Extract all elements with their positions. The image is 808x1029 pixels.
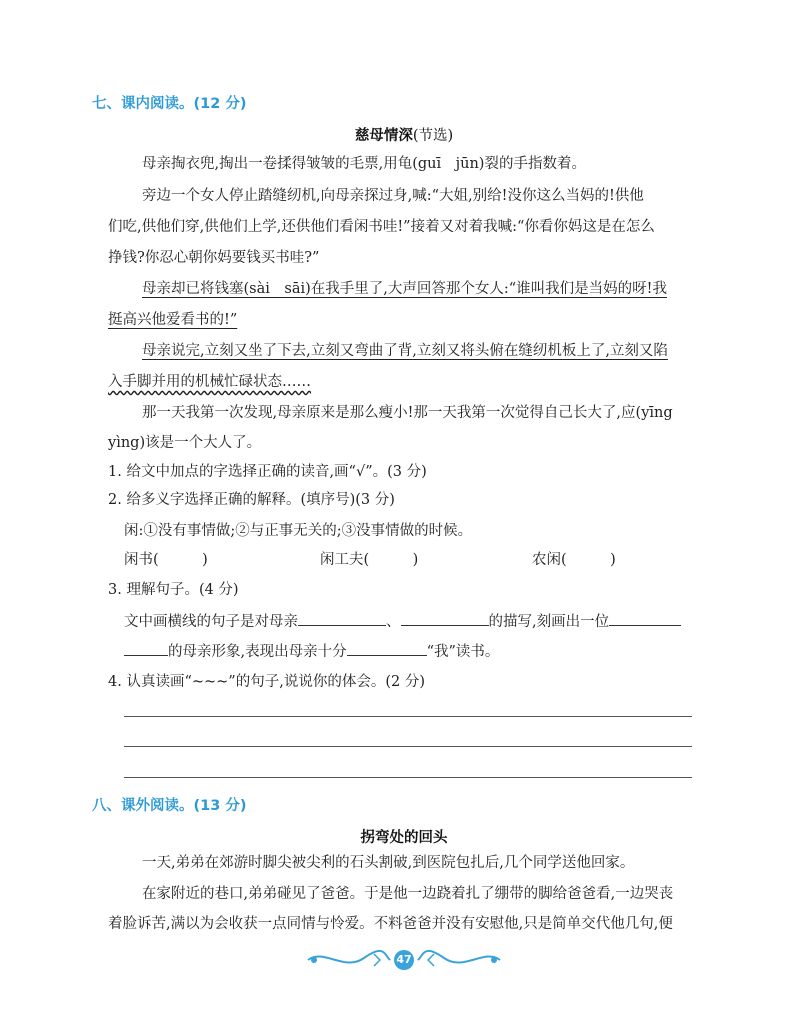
- q3-text-c: 的描写,刻画出一位: [488, 614, 610, 630]
- q3-text-d: 的母亲形象,表现出母亲十分: [168, 644, 347, 660]
- question-3-line-2: [124, 641, 499, 662]
- question-2-item-a[interactable]: 闲书( ): [124, 552, 208, 568]
- wavy-underlined-text: 入手脚并用的机械忙碌状态……: [108, 374, 311, 390]
- question-2-item-c[interactable]: 农闲( ): [532, 552, 616, 568]
- blank-1[interactable]: [298, 611, 386, 626]
- para-2-line-3: 挣钱?你忍心朝你妈要钱买书哇?”: [108, 250, 320, 266]
- para-5-line-1: 那一天我第一次发现,母亲原来是那么瘦小!那一天我第一次觉得自己长大了,应(yīng: [142, 405, 673, 421]
- passage-title-1: [0, 124, 808, 145]
- passage-title-2: 拐弯处的回头: [360, 830, 448, 846]
- para-2-line-2: 们吃,供他们穿,供他们上学,还供他们看闲书哇!”接着又对着我喊:“你看你妈这是在怎么: [108, 219, 655, 235]
- section-8-para-1: 一天,弟弟在郊游时脚尖被尖利的石头割破,到医院包扎后,几个同学送他回家。: [142, 855, 635, 871]
- blank-5[interactable]: [347, 641, 427, 656]
- passage-title-sub: (节选): [412, 128, 454, 144]
- question-2-definitions: 闲:①没有事情做;②与正事无关的;③没事情做的时候。: [124, 523, 473, 539]
- blank-4[interactable]: [124, 641, 168, 656]
- question-3-line-1: [124, 611, 681, 632]
- question-4: 4. 认真读画“~~~”的句子,说说你的体会。(2 分): [108, 674, 425, 690]
- blank-3[interactable]: [609, 611, 681, 626]
- section-8-para-2-line-1: 在家附近的巷口,弟弟碰见了爸爸。于是他一边跷着扎了绷带的脚给爸爸看,一边哭丧: [142, 886, 674, 902]
- answer-line-3[interactable]: [124, 777, 692, 778]
- section-8-para-2-line-2: 着脸诉苦,满以为会收获一点同情与怜爱。不料爸爸并没有安慰他,只是简单交代他几句,便: [108, 916, 673, 932]
- q3-text-b: 、: [386, 614, 401, 630]
- q3-text-e: “我”读书。: [426, 644, 500, 660]
- passage-title-text: 慈母情深: [354, 128, 413, 144]
- answer-line-2[interactable]: [124, 746, 692, 747]
- para-3-line-1: 母亲却已将钱塞(sài sāi)在我手里了,大声回答那个女人:“谁叫我们是当妈的呀!我: [142, 281, 667, 297]
- para-5-line-2: yìng)该是一个大人了。: [108, 435, 262, 451]
- para-4-line-2: [108, 372, 311, 392]
- section-7-heading: 七、课内阅读。(12 分): [92, 96, 247, 112]
- para-1: 母亲掏衣兜,掏出一卷揉得皱皱的毛票,用龟(guī jūn)裂的手指数着。: [142, 156, 586, 172]
- answer-line-1[interactable]: [124, 716, 692, 717]
- question-2: 2. 给多义字选择正确的解释。(填序号)(3 分): [108, 492, 395, 508]
- question-3: 3. 理解句子。(4 分): [108, 582, 239, 598]
- page-number: 47: [394, 950, 414, 970]
- q3-text-a: 文中画横线的句子是对母亲: [124, 614, 298, 630]
- question-2-item-b[interactable]: 闲工夫( ): [320, 552, 419, 568]
- blank-2[interactable]: [401, 611, 489, 626]
- question-1: 1. 给文中加点的字选择正确的读音,画“√”。(3 分): [108, 464, 427, 480]
- section-8-heading: 八、课外阅读。(13 分): [92, 798, 247, 814]
- para-3-line-2: 挺高兴他爱看书的!”: [108, 312, 238, 328]
- para-2-line-1: 旁边一个女人停止踏缝纫机,向母亲探过身,喊:“大姐,别给!没你这么当妈的!供他: [142, 188, 644, 204]
- para-4-line-1: 母亲说完,立刻又坐了下去,立刻又弯曲了背,立刻又将头俯在缝纫机板上了,立刻又陷: [142, 343, 668, 359]
- page-footer-ornament: [304, 944, 504, 974]
